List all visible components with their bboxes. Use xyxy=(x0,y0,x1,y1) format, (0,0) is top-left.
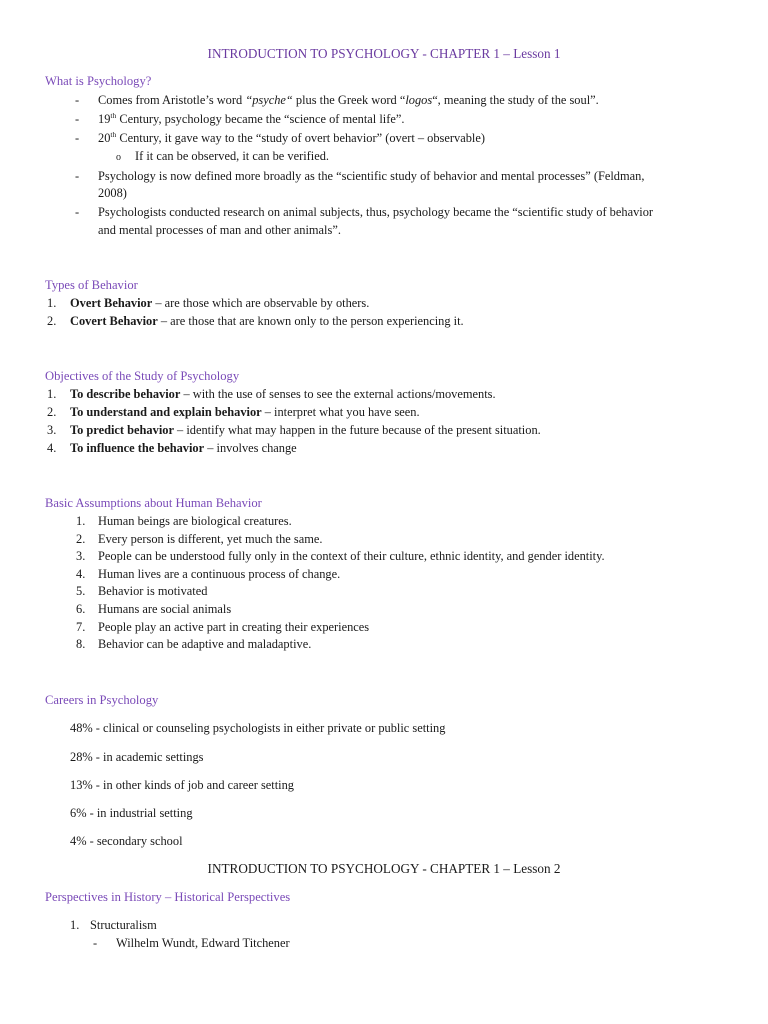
dash-bullet: - xyxy=(75,112,80,126)
dash-bullet: - xyxy=(75,131,80,145)
list-item: To influence the behavior – involves change xyxy=(70,441,297,455)
list-item-number: 1. xyxy=(47,387,57,401)
list-item-number: 1. xyxy=(47,296,57,310)
objectives-heading: Objectives of the Study of Psychology xyxy=(45,369,240,383)
list-item-number: 5. xyxy=(76,584,86,598)
bullet-feldman-line1: Psychology is now defined more broadly as the “scientific study of behavior and mental processes” (Feldman, xyxy=(98,169,645,183)
dash-bullet: - xyxy=(75,93,80,107)
list-item: Human lives are a continuous process of change. xyxy=(98,567,341,581)
dash-bullet: - xyxy=(75,169,80,183)
sub-bullet-verified: If it can be observed, it can be verified. xyxy=(135,149,330,163)
dash-bullet: - xyxy=(75,205,80,219)
list-item-number: 2. xyxy=(47,314,57,328)
list-item-number: 3. xyxy=(76,549,86,563)
bullet-19th-century: 19th Century, psychology became the “science of mental life”. xyxy=(98,111,405,126)
sub-item-wundt-titchener: Wilhelm Wundt, Edward Titchener xyxy=(116,936,290,950)
list-item: People can be understood fully only in the context of their culture, ethnic identity, and gender identity. xyxy=(98,549,605,563)
list-item: To understand and explain behavior – interpret what you have seen. xyxy=(70,405,420,419)
careers-heading: Careers in Psychology xyxy=(45,693,159,707)
list-item-number: 2. xyxy=(76,532,86,546)
bullet-animal-line2: and mental processes of man and other animals”. xyxy=(98,223,341,237)
list-item: Humans are social animals xyxy=(98,602,232,616)
list-item-number: 4. xyxy=(47,441,57,455)
list-item: Covert Behavior – are those that are known only to the person experiencing it. xyxy=(70,314,464,328)
list-item-number: 1. xyxy=(76,514,86,528)
career-stat: 48% - clinical or counseling psychologists in either private or public setting xyxy=(70,721,446,735)
list-item-number: 6. xyxy=(76,602,86,616)
list-item-number: 3. xyxy=(47,423,57,437)
bullet-animal-line1: Psychologists conducted research on animal subjects, thus, psychology became the “scientific study of behavior xyxy=(98,205,654,219)
bullet-aristotle: Comes from Aristotle’s word “psyche“ plus the Greek word “logos“, meaning the study of the soul”. xyxy=(98,93,599,107)
list-item: To predict behavior – identify what may happen in the future because of the present situation. xyxy=(70,423,541,437)
list-item: Behavior is motivated xyxy=(98,584,208,598)
bullet-feldman-line2: 2008) xyxy=(98,186,127,200)
list-item: Overt Behavior – are those which are observable by others. xyxy=(70,296,370,310)
assumptions-heading: Basic Assumptions about Human Behavior xyxy=(45,496,262,510)
what-is-psychology-heading: What is Psychology? xyxy=(45,74,152,88)
types-of-behavior-heading: Types of Behavior xyxy=(45,278,138,292)
list-item-number: 1. xyxy=(70,918,80,932)
career-stat: 13% - in other kinds of job and career setting xyxy=(70,778,294,792)
lesson1-title: INTRODUCTION TO PSYCHOLOGY - CHAPTER 1 – Lesson 1 xyxy=(207,46,561,61)
list-item: To describe behavior – with the use of senses to see the external actions/movements. xyxy=(70,387,496,401)
career-stat: 4% - secondary school xyxy=(70,834,183,848)
career-stat: 28% - in academic settings xyxy=(70,750,204,764)
list-item-number: 2. xyxy=(47,405,57,419)
lesson2-title: INTRODUCTION TO PSYCHOLOGY - CHAPTER 1 – Lesson 2 xyxy=(207,861,561,876)
list-item: Every person is different, yet much the same. xyxy=(98,532,323,546)
list-item-number: 4. xyxy=(76,567,86,581)
bullet-20th-century: 20th Century, it gave way to the “study of overt behavior” (overt – observable) xyxy=(98,130,485,145)
perspectives-heading: Perspectives in History – Historical Perspectives xyxy=(45,890,291,904)
list-item: People play an active part in creating their experiences xyxy=(98,620,370,634)
dash-bullet: - xyxy=(93,936,98,950)
list-item-number: 8. xyxy=(76,637,86,651)
list-item: Human beings are biological creatures. xyxy=(98,514,292,528)
sub-bullet-icon: o xyxy=(116,152,121,163)
career-stat: 6% - in industrial setting xyxy=(70,806,193,820)
list-item-structuralism: Structuralism xyxy=(90,918,157,932)
list-item: Behavior can be adaptive and maladaptive. xyxy=(98,637,312,651)
list-item-number: 7. xyxy=(76,620,86,634)
